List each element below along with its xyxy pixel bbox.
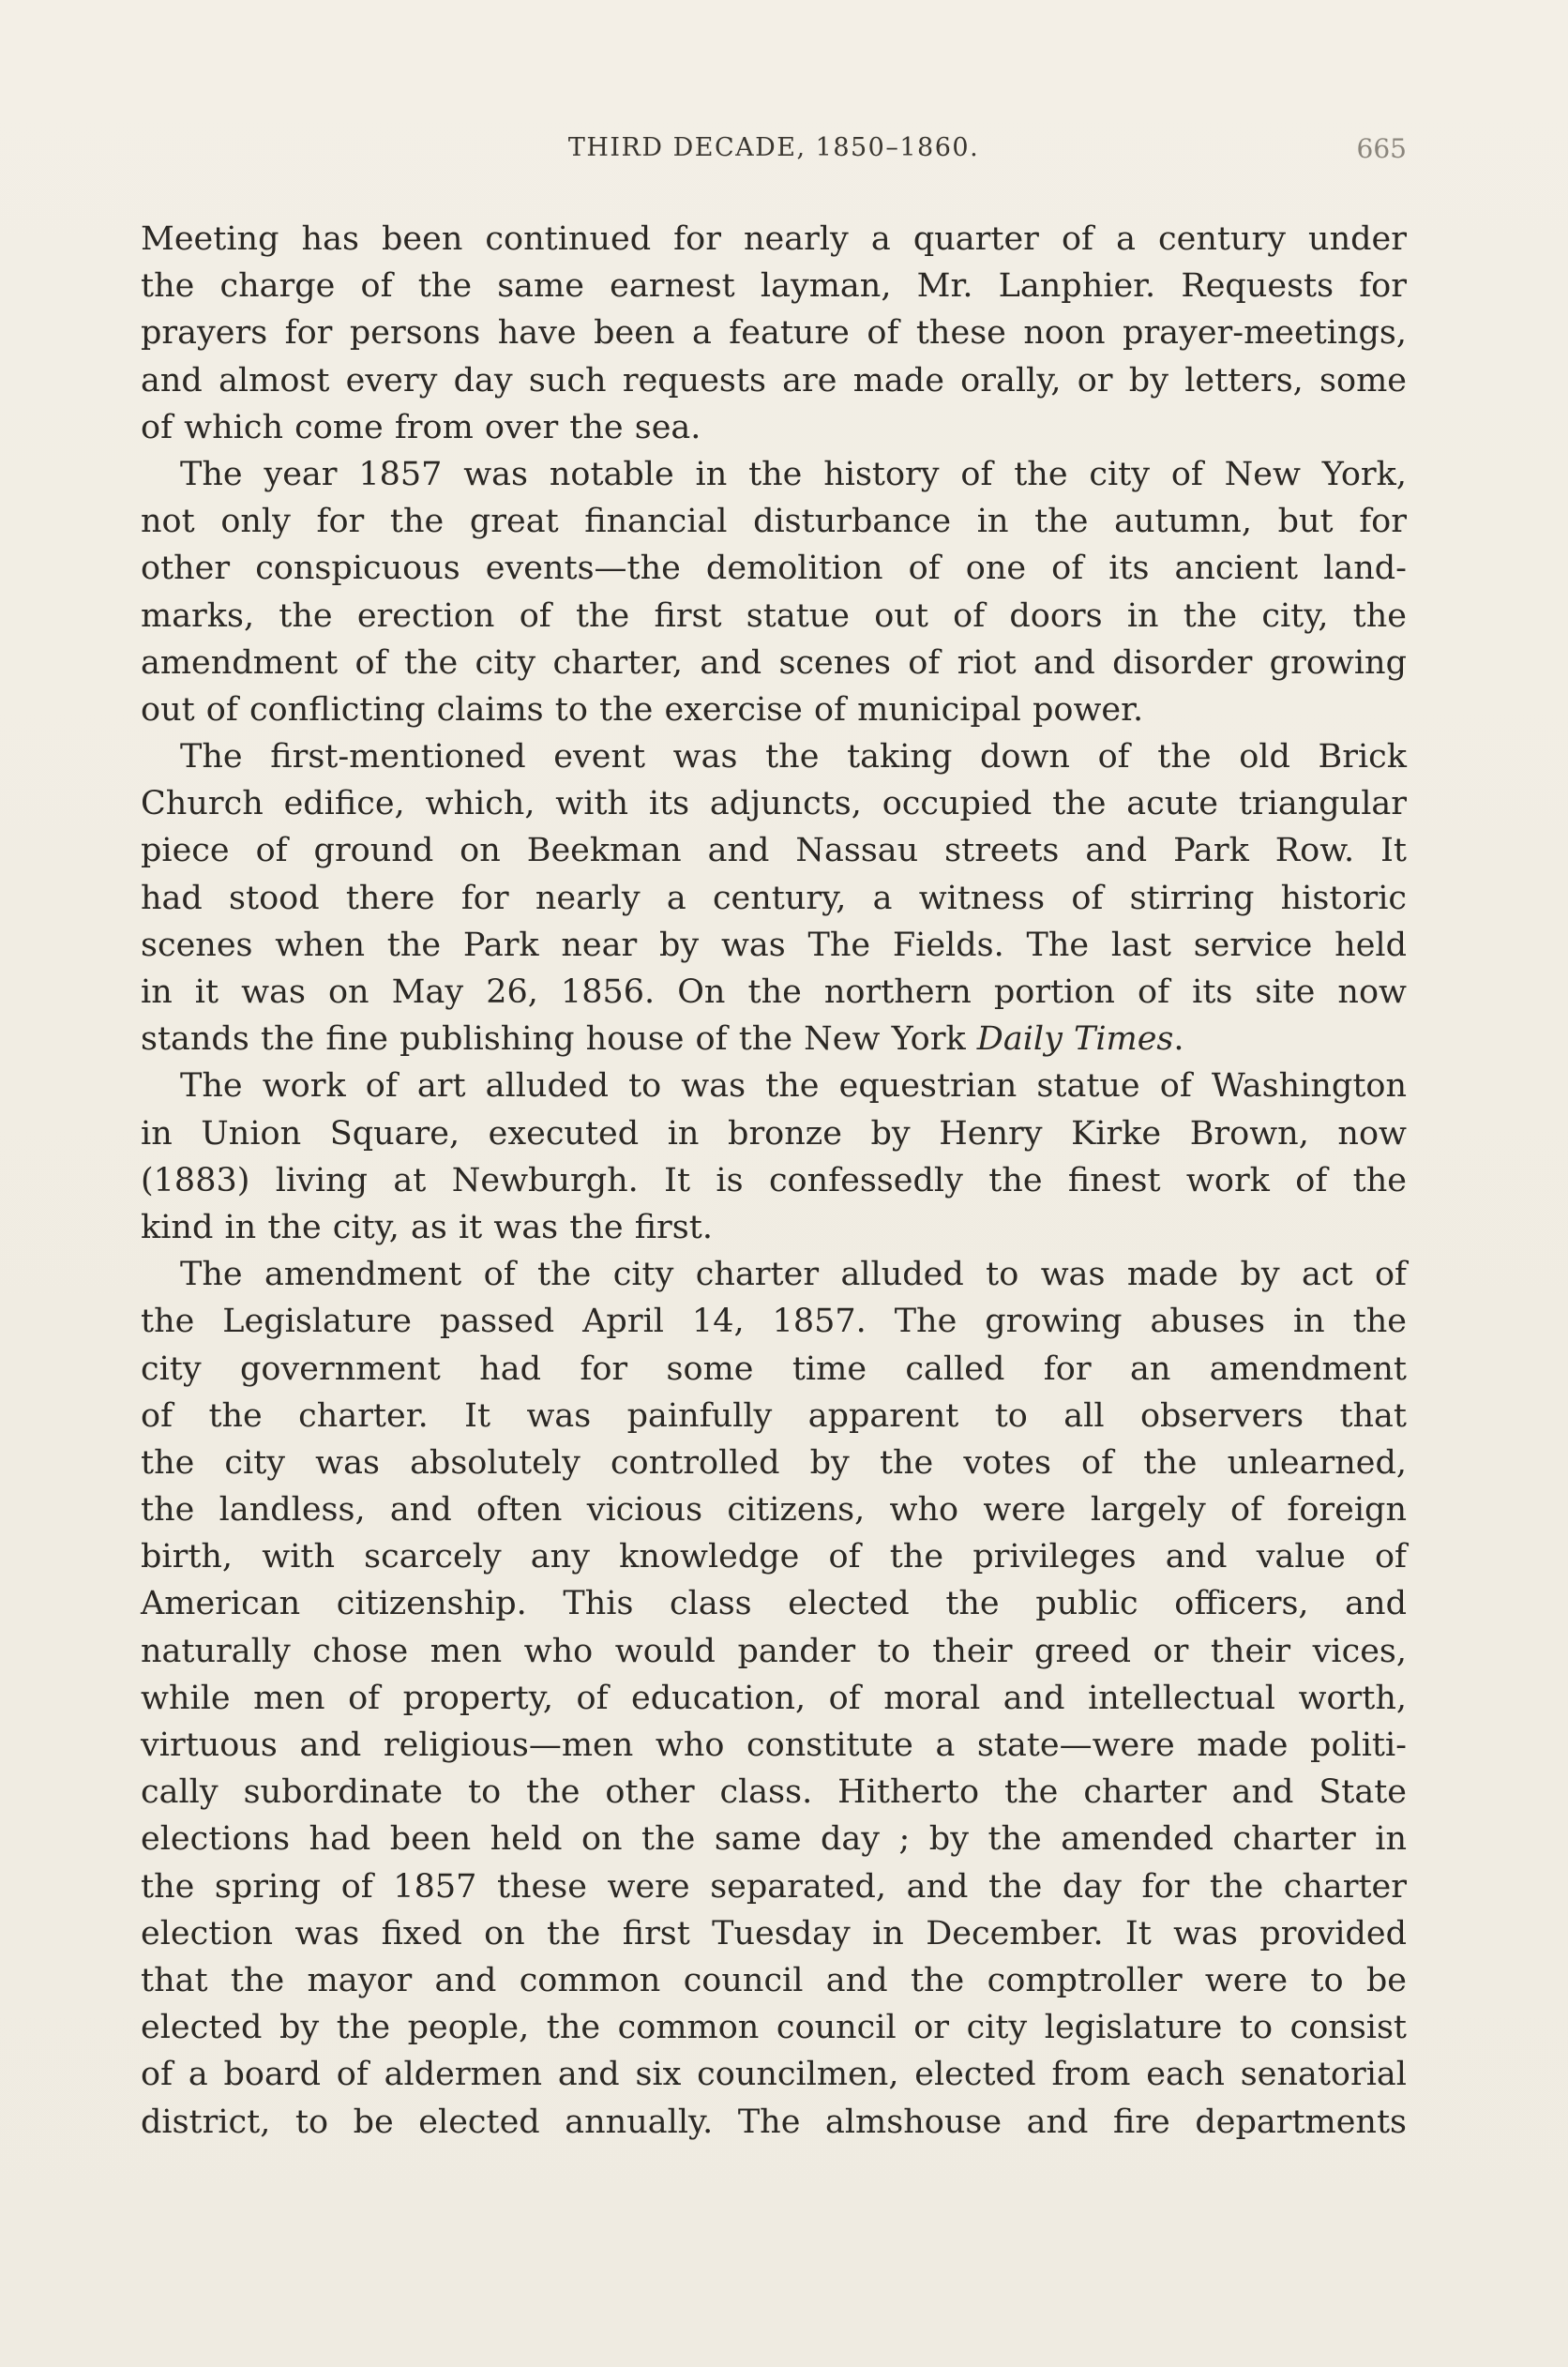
page-number: 665 (1356, 133, 1407, 164)
text-line: amendment of the city charter, and scenes of riot and disorder growing (141, 643, 1407, 682)
text-line: The amendment of the city charter alluded to was made by act of (180, 1256, 1407, 1294)
text-line: other conspicuous events—the demolition of one of its ancient land- (141, 550, 1407, 588)
text-line: the landless, and often vicious citizens, who were largely of foreign (141, 1491, 1407, 1530)
text-line: election was fixed on the first Tuesday in December. It was provided (141, 1914, 1407, 1952)
text-line: district, to be elected annually. The almshouse and fire departments (141, 2103, 1407, 2141)
text-line: while men of property, of education, of moral and intellectual worth, (141, 1679, 1407, 1717)
text-line: in it was on May 26, 1856. On the northern portion of its site now (141, 973, 1407, 1011)
text-line: the charge of the same earnest layman, Mr. Lanphier. Requests for (141, 267, 1407, 306)
text-line: of the charter. It was painfully apparent to all observers that (141, 1396, 1407, 1435)
text-line: the Legislature passed April 14, 1857. The growing abuses in the (141, 1303, 1407, 1341)
text-line: The work of art alluded to was the equestrian statue of Washington (180, 1067, 1407, 1106)
text-line: cally subordinate to the other class. Hitherto the charter and State (141, 1773, 1407, 1812)
text-line: naturally chose men who would pander to their greed or their vices, (141, 1632, 1407, 1670)
text-line: and almost every day such requests are made orally, or by letters, some (141, 361, 1407, 400)
text-line: The year 1857 was notable in the history of the city of New York, (180, 455, 1407, 493)
paragraph (141, 1063, 1407, 1251)
paragraph (141, 451, 1407, 733)
paragraph (141, 216, 1407, 451)
text-line: (1883) living at Newburgh. It is confessedly the finest work of the (141, 1161, 1407, 1199)
text-run: stands the fine publishing house of the New York (141, 1020, 977, 1059)
text-line: that the mayor and common council and the comptroller were to be (141, 1961, 1407, 1999)
text-line: the spring of 1857 these were separated, and the day for the charter (141, 1867, 1407, 1906)
paragraph (141, 733, 1407, 1063)
page-header (141, 133, 1407, 174)
text-line: in Union Square, executed in bronze by Henry Kirke Brown, now (141, 1114, 1407, 1153)
text-line: The first-mentioned event was the taking down of the old Brick (180, 738, 1407, 776)
running-head: THIRD DECADE, 1850–1860. (567, 133, 980, 162)
text-line: scenes when the Park near by was The Fields. The last service held (141, 926, 1407, 964)
text-line: marks, the erection of the first statue out of doors in the city, the (141, 596, 1407, 635)
text-line: virtuous and religious—men who constitute a state—were made politi- (141, 1726, 1407, 1764)
text-line: of a board of aldermen and six councilmen, elected from each senatorial (141, 2056, 1407, 2094)
text-line: of which come from over the sea. (141, 408, 701, 446)
italic-title: Daily Times (976, 1020, 1174, 1059)
text-line: kind in the city, as it was the first. (141, 1208, 713, 1246)
paragraph (141, 1251, 1407, 2146)
text-line: the city was absolutely controlled by the votes of the unlearned, (141, 1443, 1407, 1482)
text-line: Meeting has been continued for nearly a quarter of a century under (141, 220, 1407, 258)
text-line: had stood there for nearly a century, a witness of stirring historic (141, 879, 1407, 917)
body-text (141, 216, 1407, 2146)
text-line (141, 1016, 1407, 1063)
text-line: Church edifice, which, with its adjuncts, occupied the acute triangular (141, 785, 1407, 823)
text-line: out of conflicting claims to the exercise of municipal power. (141, 690, 1144, 729)
text-run: . (1173, 1020, 1184, 1059)
text-line: city government had for some time called for an amendment (141, 1349, 1407, 1388)
text-line: not only for the great financial disturbance in the autumn, but for (141, 503, 1407, 541)
text-line: piece of ground on Beekman and Nassau streets and Park Row. It (141, 832, 1407, 870)
text-line: elections had been held on the same day ; by the amended charter in (141, 1820, 1407, 1859)
text-line: elected by the people, the common council or city legislature to consist (141, 2009, 1407, 2047)
text-line: prayers for persons have been a feature of these noon prayer-meetings, (141, 314, 1407, 353)
text-line: birth, with scarcely any knowledge of the privileges and value of (141, 1538, 1407, 1576)
text-line: American citizenship. This class elected the public officers, and (141, 1585, 1407, 1623)
